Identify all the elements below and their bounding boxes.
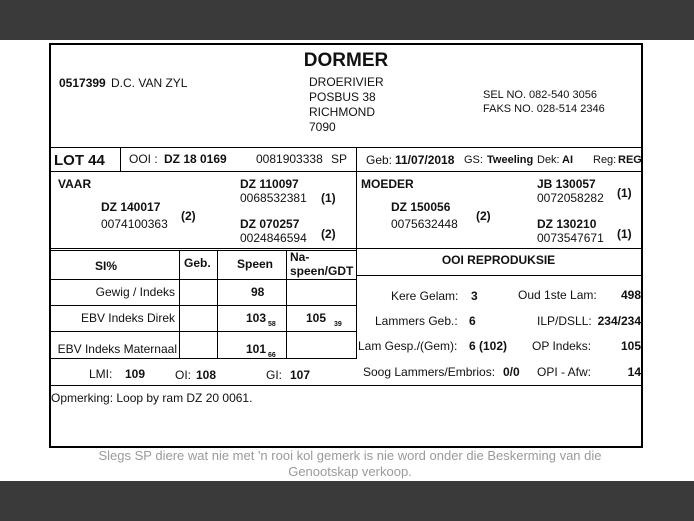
table-border	[51, 358, 356, 359]
dam-dam-reg: 0073547671	[537, 231, 604, 245]
table-border	[51, 279, 356, 280]
table-row-label: EBV Indeks Direk	[80, 311, 175, 325]
gi-label: GI:	[266, 368, 283, 382]
kere-gelam-label: Kere Gelam:	[391, 289, 459, 303]
birth-date-label: Geb:	[366, 153, 393, 167]
sire-dam-reg: 0024846594	[240, 231, 307, 245]
lot-number: LOT 44	[54, 152, 105, 169]
naspeen-value: 105	[306, 311, 327, 325]
sire-reg: 0074100363	[101, 217, 168, 231]
fax-number: FAKS NO. 028-514 2346	[483, 103, 605, 115]
dam-reg: 0075632448	[391, 217, 458, 231]
naspeen-header-line1: Na-	[290, 250, 310, 264]
dam-label: MOEDER	[361, 177, 414, 191]
naspeen-accuracy: 39	[334, 321, 342, 328]
sire-sire-id: DZ 110097	[240, 177, 299, 191]
lmi-label: LMI:	[89, 367, 113, 381]
reg-value: REG	[618, 154, 642, 166]
divider	[51, 385, 641, 386]
lammers-geb-label: Lammers Geb.:	[375, 314, 458, 328]
dam-grade: (2)	[476, 209, 491, 223]
divider	[51, 248, 641, 249]
gi-value: 107	[290, 368, 311, 382]
dek-label: Dek:	[537, 154, 560, 166]
sire-label: VAAR	[58, 177, 92, 191]
ilp-value: 234/234	[597, 314, 641, 328]
sire-sire-grade: (1)	[321, 191, 336, 205]
ooi-id: DZ 18 0169	[164, 152, 227, 166]
opi-label: OPI - Afw:	[537, 365, 592, 379]
oi-label: OI:	[175, 368, 192, 382]
speen-value: 103	[246, 311, 267, 325]
table-border	[51, 250, 356, 251]
kere-gelam-value: 3	[471, 289, 478, 303]
table-row-label: EBV Indeks Maternaal	[57, 342, 177, 356]
divider	[120, 147, 121, 171]
owner-name: D.C. VAN ZYL	[111, 76, 188, 90]
sire-sire-reg: 0068532381	[240, 191, 307, 205]
gs-label: GS:	[464, 154, 483, 166]
lot-card	[49, 43, 643, 448]
divider	[51, 147, 641, 148]
lam-gesp-value: 6 (102)	[469, 339, 508, 353]
soog-value: 0/0	[503, 365, 520, 379]
si-header: SI%	[95, 259, 118, 273]
dam-dam-id: DZ 130210	[537, 217, 597, 231]
table-border	[217, 250, 218, 358]
gs-value: Tweeling	[487, 154, 534, 166]
geb-header: Geb.	[184, 256, 211, 270]
phone-number: SEL NO. 082-540 3056	[483, 89, 597, 101]
oi-value: 108	[196, 368, 217, 382]
ooi-label: OOI :	[129, 152, 158, 166]
bottom-bar	[0, 481, 694, 521]
divider	[356, 275, 641, 276]
divider	[356, 171, 357, 248]
footer-line-2: Genootskap verkoop.	[288, 464, 412, 479]
reproduction-title: OOI REPRODUKSIE	[441, 253, 556, 267]
reg-label: Reg:	[593, 154, 617, 166]
table-cell-speen	[246, 342, 276, 359]
speen-accuracy: 58	[268, 321, 276, 328]
owner-id: 0517399	[59, 76, 106, 90]
sire-id: DZ 140017	[101, 200, 161, 214]
table-row-label: Gewig / Indeks	[95, 285, 175, 299]
sire-dam-id: DZ 070257	[240, 217, 300, 231]
table-border	[286, 250, 287, 358]
op-label: OP Indeks:	[532, 339, 592, 353]
dek-value: AI	[562, 154, 573, 166]
table-cell-naspeen	[306, 311, 342, 328]
sire-dam-grade: (2)	[321, 227, 336, 241]
speen-header: Speen	[237, 257, 274, 271]
dam-id: DZ 150056	[391, 200, 451, 214]
speen-accuracy: 66	[268, 352, 276, 359]
table-border	[51, 305, 356, 306]
sp-status: SP	[331, 152, 348, 166]
table-border	[51, 331, 356, 332]
dam-sire-grade: (1)	[617, 186, 632, 200]
op-value: 105	[620, 339, 641, 353]
table-cell-speen: 98	[251, 285, 265, 299]
table-cell-speen	[246, 311, 276, 328]
address-line-4: 7090	[309, 120, 336, 134]
remark: Opmerking: Loop by ram DZ 20 0061.	[51, 391, 253, 405]
ilp-label: ILP/DSLL:	[537, 314, 592, 328]
divider	[356, 147, 357, 171]
dam-sire-id: JB 130057	[537, 177, 596, 191]
dam-dam-grade: (1)	[617, 227, 632, 241]
table-border	[179, 250, 180, 358]
oud-label: Oud 1ste Lam:	[518, 288, 597, 302]
address-line-1: DROERIVIER	[309, 75, 384, 89]
oud-value: 498	[620, 288, 641, 302]
sire-grade: (2)	[181, 209, 196, 223]
naspeen-header-line2: speen/GDT	[290, 264, 354, 278]
footer-line-1: Slegs SP diere wat nie met 'n rooi kol gemerk is nie word onder die Beskerming van die	[98, 448, 602, 463]
soog-label: Soog Lammers/Embrios:	[363, 365, 496, 379]
footer-note	[60, 448, 640, 480]
speen-value: 101	[246, 342, 267, 356]
address-line-3: RICHMOND	[309, 105, 375, 119]
opi-value: 14	[627, 365, 641, 379]
birth-date: 11/07/2018	[395, 153, 455, 167]
lam-gesp-label: Lam Gesp./(Gem):	[358, 339, 458, 353]
top-bar	[0, 0, 694, 40]
animal-title: DORMER	[303, 50, 389, 71]
dam-sire-reg: 0072058282	[537, 191, 604, 205]
lmi-value: 109	[125, 367, 146, 381]
address-line-2: POSBUS 38	[309, 90, 376, 104]
lammers-geb-value: 6	[469, 314, 476, 328]
registration-number: 0081903338	[256, 152, 323, 166]
divider	[51, 171, 641, 172]
